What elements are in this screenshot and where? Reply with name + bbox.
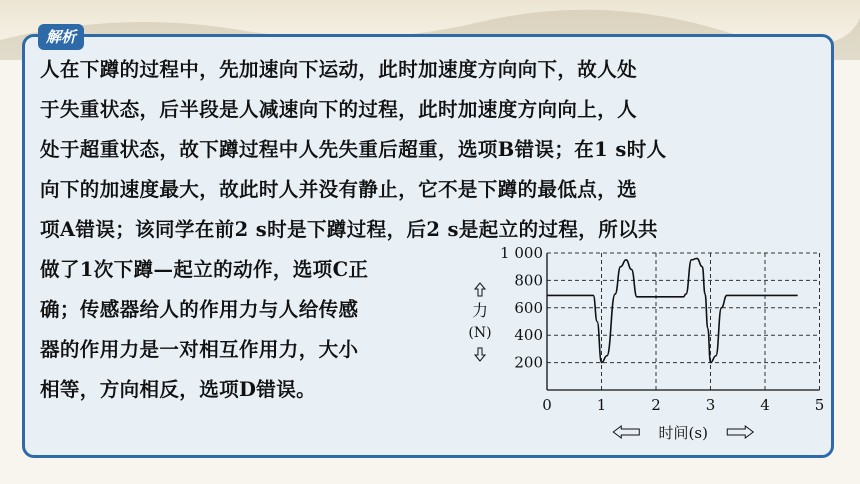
- x-tick-label: 0: [542, 396, 552, 414]
- down-arrow-icon: [475, 348, 485, 361]
- y-tick-label: 600: [514, 298, 543, 317]
- y-tick-label: 200: [514, 353, 543, 372]
- up-arrow-icon: [475, 283, 485, 296]
- y-tick-label: 400: [514, 326, 543, 345]
- x-tick-label: 4: [760, 396, 770, 414]
- explanation-text: [40, 50, 820, 250]
- x-tick-label: 3: [705, 396, 716, 414]
- explanation-line: 器的作用力是一对相互作用力，大小: [40, 338, 359, 361]
- x-tick-label: 2: [651, 396, 661, 414]
- y-tick-label: 800: [514, 271, 543, 290]
- explanation-line: 相等，方向相反，选项D错误。: [40, 378, 317, 401]
- explanation-line: 做了1次下蹲—起立的动作，选项C正: [40, 258, 369, 281]
- y-tick-label: 1 000: [500, 244, 543, 262]
- left-arrow-icon: [613, 426, 639, 438]
- explanation-side-text: [40, 250, 480, 410]
- x-tick-label: 1: [596, 396, 607, 414]
- x-tick-label: 5: [814, 396, 825, 414]
- explanation-line: 处于超重状态，故下蹲过程中人先失重后超重，选项B错误；在1 s时人: [40, 138, 667, 161]
- x-axis-label: 时间(s): [658, 424, 708, 442]
- y-axis-label: 力: [471, 301, 489, 320]
- explanation-line: 确；传感器给人的作用力与人给传感: [40, 298, 359, 321]
- explanation-line: 向下的加速度最大，故此时人并没有静止，它不是下蹲的最低点，选: [40, 178, 638, 201]
- force-series-line: [547, 258, 798, 362]
- analysis-badge: 解析: [38, 24, 84, 50]
- force-time-chart: [462, 243, 834, 448]
- explanation-line: 人在下蹲的过程中，先加速向下运动，此时加速度方向向下，故人处: [40, 58, 638, 81]
- right-arrow-icon: [727, 426, 753, 438]
- y-axis-label-unit: (N): [468, 325, 492, 341]
- explanation-line: 于失重状态，后半段是人减速向下的过程，此时加速度方向向上，人: [40, 98, 638, 121]
- explanation-line: 项A错误；该同学在前2 s时是下蹲过程，后2 s是起立的过程，所以共: [40, 218, 658, 241]
